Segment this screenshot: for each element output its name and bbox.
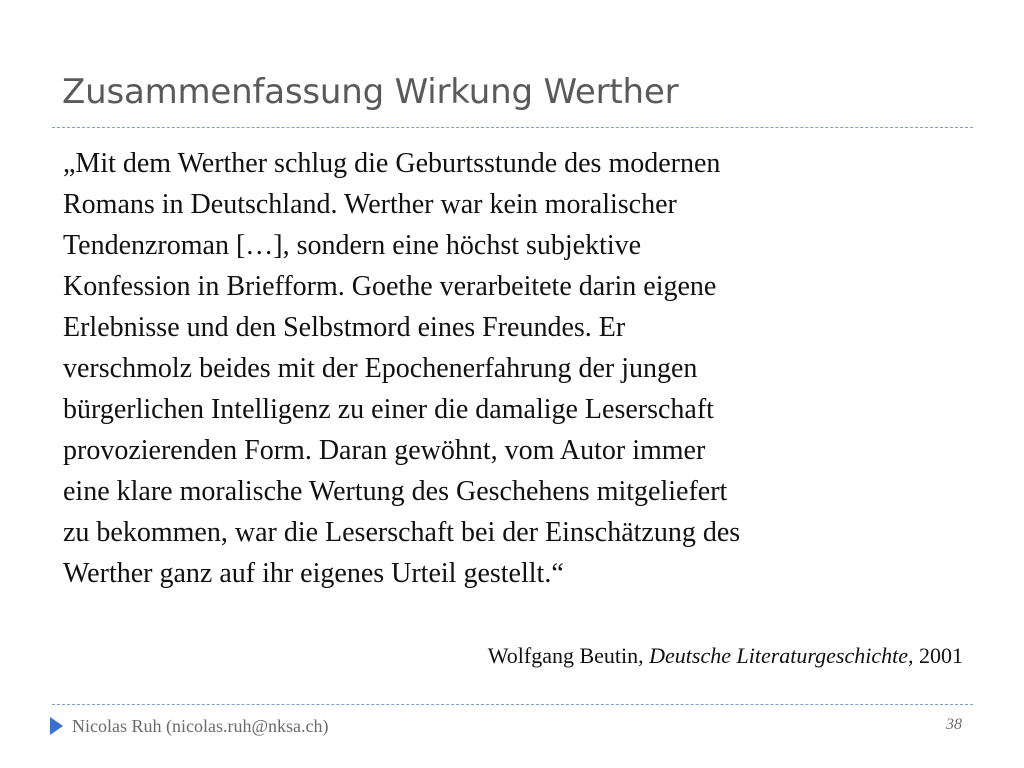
triangle-right-icon — [50, 717, 63, 735]
quote-line: bürgerlichen Intelligenz zu einer die damalige Leserschaft — [63, 394, 714, 425]
quote-line: eine klare moralische Wertung des Geschehens mitgeliefert — [63, 476, 728, 507]
page-number: 38 — [946, 716, 962, 733]
quote-line: Tendenzroman […], sondern eine höchst subjektive — [63, 230, 642, 261]
quote-line: „Mit dem Werther schlug die Geburtsstunde des modernen — [63, 148, 721, 179]
quote-line: Werther ganz auf ihr eigenes Urteil gestellt.“ — [63, 558, 564, 589]
citation-author: Wolfgang Beutin, — [487, 643, 650, 668]
footer-author: Nicolas Ruh (nicolas.ruh@nksa.ch) — [72, 716, 329, 736]
citation-work: Deutsche Literaturgeschichte, — [649, 643, 914, 668]
quote-line: provozierenden Form. Daran gewöhnt, vom Autor immer — [63, 435, 706, 466]
title-divider — [52, 127, 973, 128]
quote-line: Romans in Deutschland. Werther war kein moralischer — [63, 189, 677, 220]
footer-divider — [52, 704, 973, 705]
quote-line: Erlebnisse und den Selbstmord eines Freundes. Er — [63, 312, 626, 343]
slide-title: Zusammenfassung Wirkung Werther — [62, 72, 679, 112]
citation-year: 2001 — [913, 643, 963, 668]
quote-citation — [488, 643, 963, 669]
quote-line: zu bekommen, war die Leserschaft bei der Einschätzung des — [63, 517, 741, 548]
quote-line: verschmolz beides mit der Epochenerfahrung der jungen — [63, 353, 698, 384]
quote-text — [63, 143, 963, 594]
quote-line: Konfession in Briefform. Goethe verarbeitete darin eigene — [63, 271, 717, 302]
